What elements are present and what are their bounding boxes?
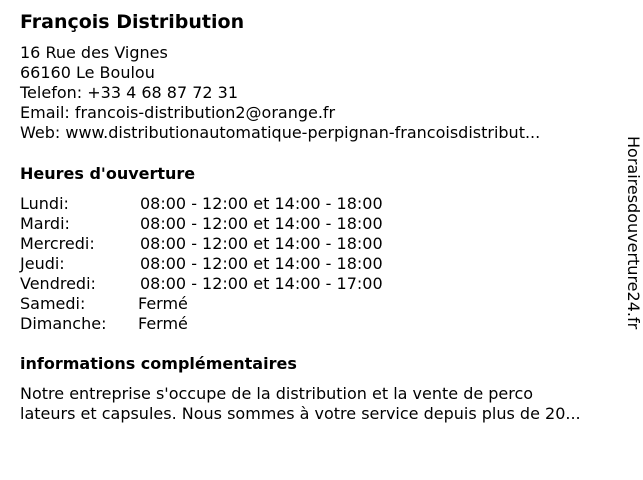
business-name: François Distribution bbox=[20, 11, 245, 33]
day-label: Jeudi: bbox=[20, 254, 65, 273]
day-hours: 08:00 - 12:00 et 14:00 - 18:00 bbox=[140, 194, 383, 213]
info-line: lateurs et capsules. Nous sommes à votre service depuis plus de 20... bbox=[20, 404, 581, 423]
info-line: Notre entreprise s'occupe de la distribution et la vente de perco bbox=[20, 384, 534, 403]
additional-info-heading: informations complémentaires bbox=[20, 354, 297, 373]
phone-number[interactable]: Telefon: +33 4 68 87 72 31 bbox=[20, 83, 239, 102]
address-city: 66160 Le Boulou bbox=[20, 63, 155, 82]
day-hours: 08:00 - 12:00 et 14:00 - 18:00 bbox=[140, 234, 383, 253]
day-hours: Fermé bbox=[138, 314, 188, 333]
day-label: Mercredi: bbox=[20, 234, 95, 253]
day-hours: Fermé bbox=[138, 294, 188, 313]
day-label: Lundi: bbox=[20, 194, 69, 213]
day-label: Vendredi: bbox=[20, 274, 96, 293]
contact-block bbox=[20, 43, 540, 143]
day-hours: 08:00 - 12:00 et 14:00 - 17:00 bbox=[140, 274, 383, 293]
day-label: Dimanche: bbox=[20, 314, 107, 333]
day-label: Samedi: bbox=[20, 294, 86, 313]
email-address[interactable]: Email: francois-distribution2@orange.fr bbox=[20, 103, 336, 122]
site-brand-label: Horairesdouverture24.fr bbox=[624, 136, 643, 330]
day-label: Mardi: bbox=[20, 214, 70, 233]
opening-hours-heading: Heures d'ouverture bbox=[20, 164, 196, 183]
day-hours: 08:00 - 12:00 et 14:00 - 18:00 bbox=[140, 214, 383, 233]
website-link[interactable]: Web: www.distributionautomatique-perpignan-francoisdistribut... bbox=[20, 123, 541, 142]
address-street: 16 Rue des Vignes bbox=[20, 43, 168, 62]
additional-info-text bbox=[20, 384, 581, 424]
day-hours: 08:00 - 12:00 et 14:00 - 18:00 bbox=[140, 254, 383, 273]
